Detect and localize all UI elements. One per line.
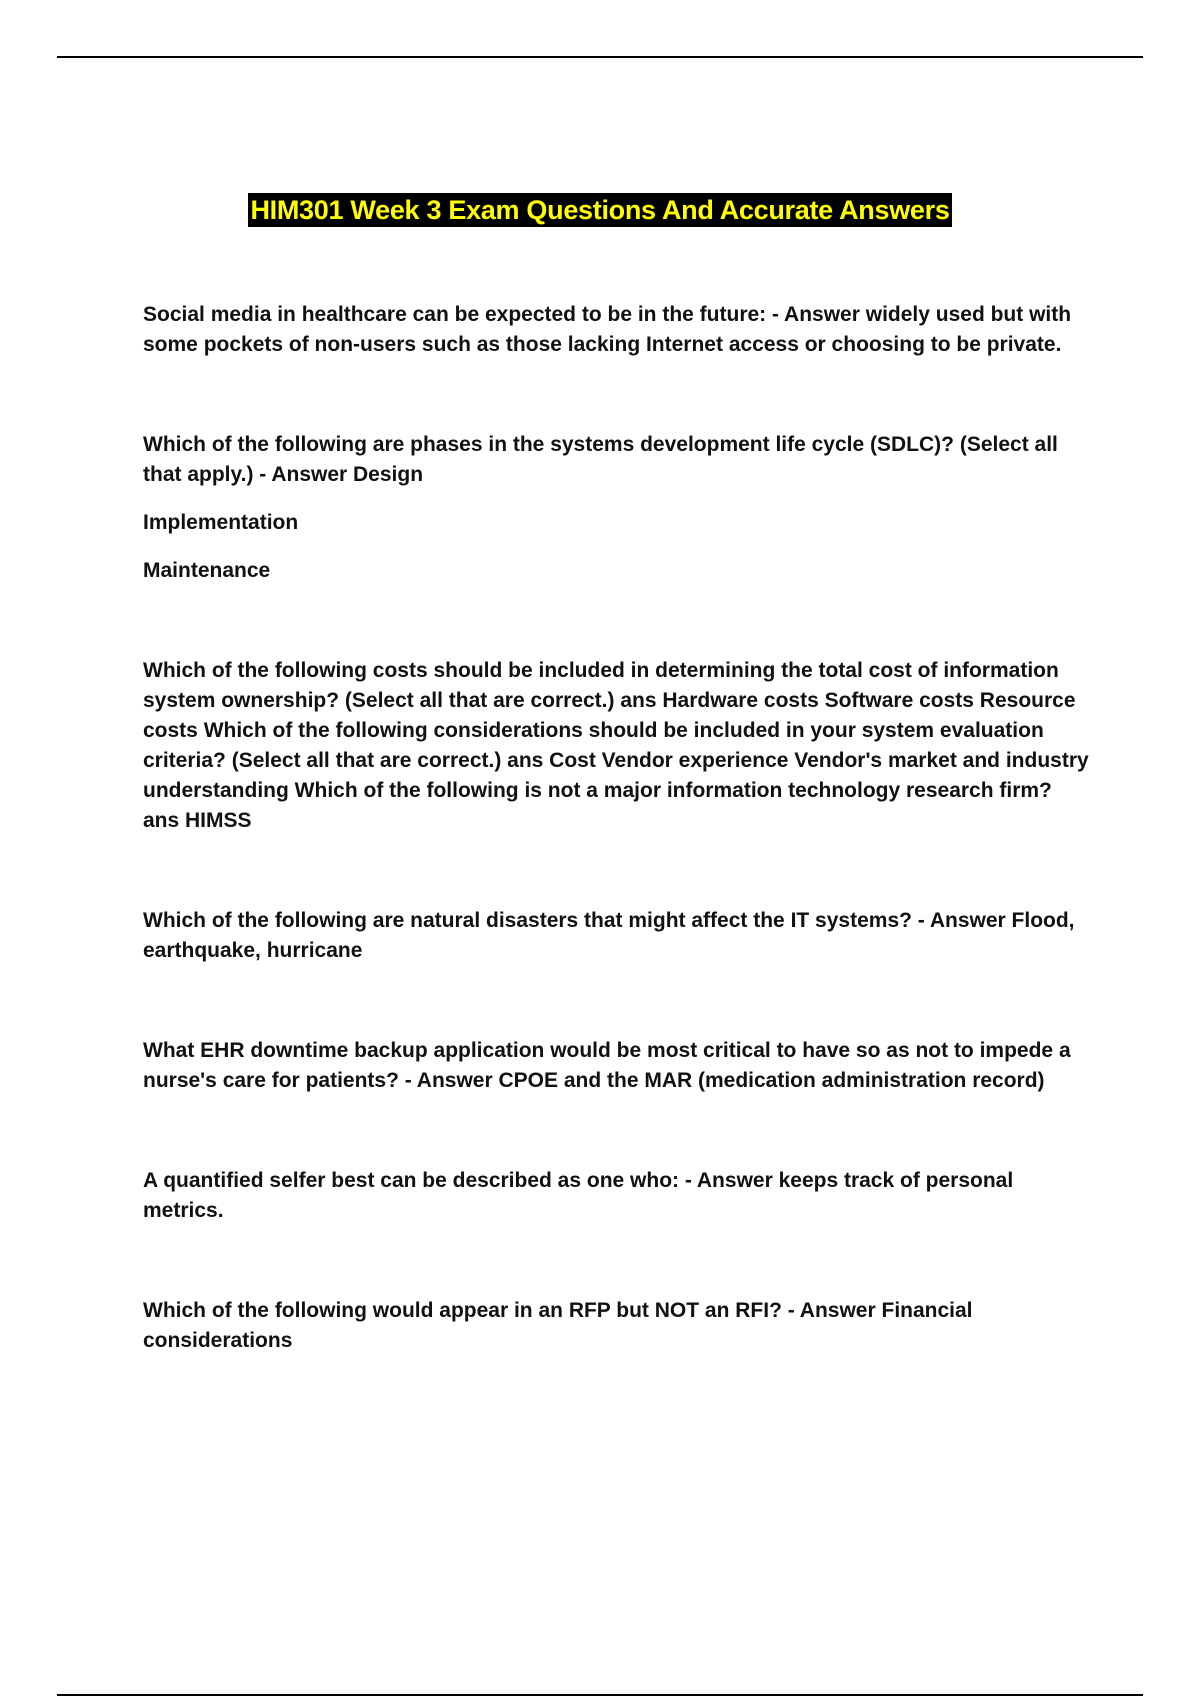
qa-item-6: A quantified selfer best can be described as one who: - Answer keeps track of personal metrics. [143,1169,1014,1222]
qa-item-2-answer-maintenance: Maintenance [143,559,271,582]
document-title: HIM301 Week 3 Exam Questions And Accurate Answers [250,195,950,225]
title-container [0,193,1200,227]
qa-item-4: Which of the following are natural disasters that might affect the IT systems? - Answer Flood, earthquake, hurricane [143,909,1075,962]
document-body [143,300,1093,1356]
bottom-rule [57,1694,1143,1696]
top-rule [57,56,1143,58]
qa-item-7: Which of the following would appear in an RFP but NOT an RFI? - Answer Financial considerations [143,1299,973,1352]
qa-item-3: Which of the following costs should be included in determining the total cost of information system ownership? (Select all that are correct.) ans Hardware costs Software costs Resource costs Which of the following considerations should be included in your system evaluation criteria? (Select all that are correct.) ans Cost Vendor experience Vendor's market and industry understanding Which of the following is not a major information technology research firm? ans HIMSS [143,659,1089,832]
qa-item-2-answer-implementation: Implementation [143,511,299,534]
qa-item-5: What EHR downtime backup application would be most critical to have so as not to impede a nurse's care for patients? - Answer CPOE and the MAR (medication administration record) [143,1039,1071,1092]
qa-item-1: Social media in healthcare can be expected to be in the future: - Answer widely used but with some pockets of non-users such as those lacking Internet access or choosing to be private. [143,303,1072,356]
qa-item-2: Which of the following are phases in the systems development life cycle (SDLC)? (Select all that apply.) - Answer Design [143,433,1058,486]
